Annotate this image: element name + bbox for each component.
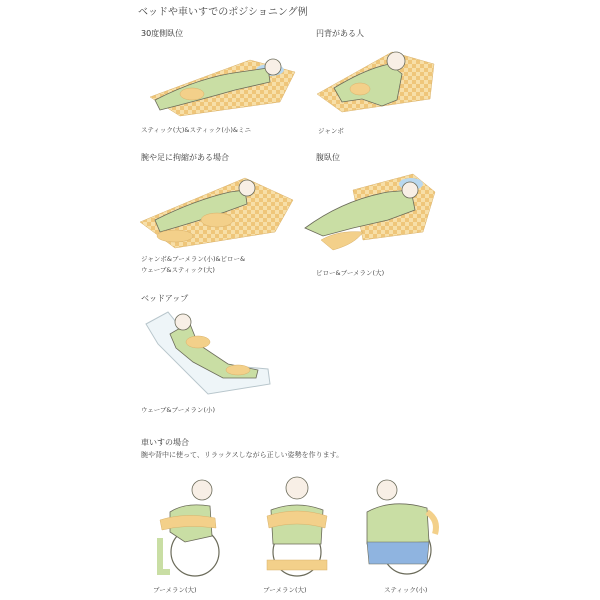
illustration-bed-up [138, 304, 278, 396]
heading-prone: 腹臥位 [316, 153, 340, 162]
caption-wheelchair-1: ブーメラン(大) [153, 586, 197, 594]
caption-lateral-30: スティック(大)&スティック(小)&ミニ [141, 126, 251, 134]
illustration-wheelchair-2 [257, 470, 337, 580]
heading-lateral-30: 30度側臥位 [141, 29, 184, 38]
heading-rounded-back: 円背がある人 [316, 29, 364, 38]
wheelchair-description: 腕や背中に使って、リラックスしながら正しい姿勢を作ります。 [141, 451, 344, 459]
caption-prone: ピロー&ブーメラン(大) [316, 269, 385, 277]
illustration-prone [293, 170, 438, 255]
caption-contracture-line2: ウェーブ&スティック(大) [141, 266, 215, 274]
illustration-wheelchair-1 [140, 472, 235, 582]
caption-contracture-line1: ジャンボ&ブーメラン(小)&ピロー& [141, 255, 246, 263]
heading-contracture: 腕や足に拘縮がある場合 [141, 153, 229, 162]
heading-wheelchair: 車いすの場合 [141, 438, 189, 447]
illustration-lateral-30 [140, 42, 300, 117]
illustration-wheelchair-3 [347, 472, 447, 580]
illustration-contracture [135, 170, 295, 250]
page-title: ベッドや車いすでのポジショニング例 [138, 7, 308, 18]
caption-wheelchair-2: ブーメラン(大) [263, 586, 307, 594]
caption-rounded-back: ジャンボ [318, 127, 344, 135]
caption-bed-up: ウェーブ&ブーメラン(小) [141, 406, 216, 414]
heading-bed-up: ベッドアップ [141, 294, 189, 303]
illustration-rounded-back [312, 44, 437, 114]
caption-wheelchair-3: スティック(小) [384, 586, 428, 594]
